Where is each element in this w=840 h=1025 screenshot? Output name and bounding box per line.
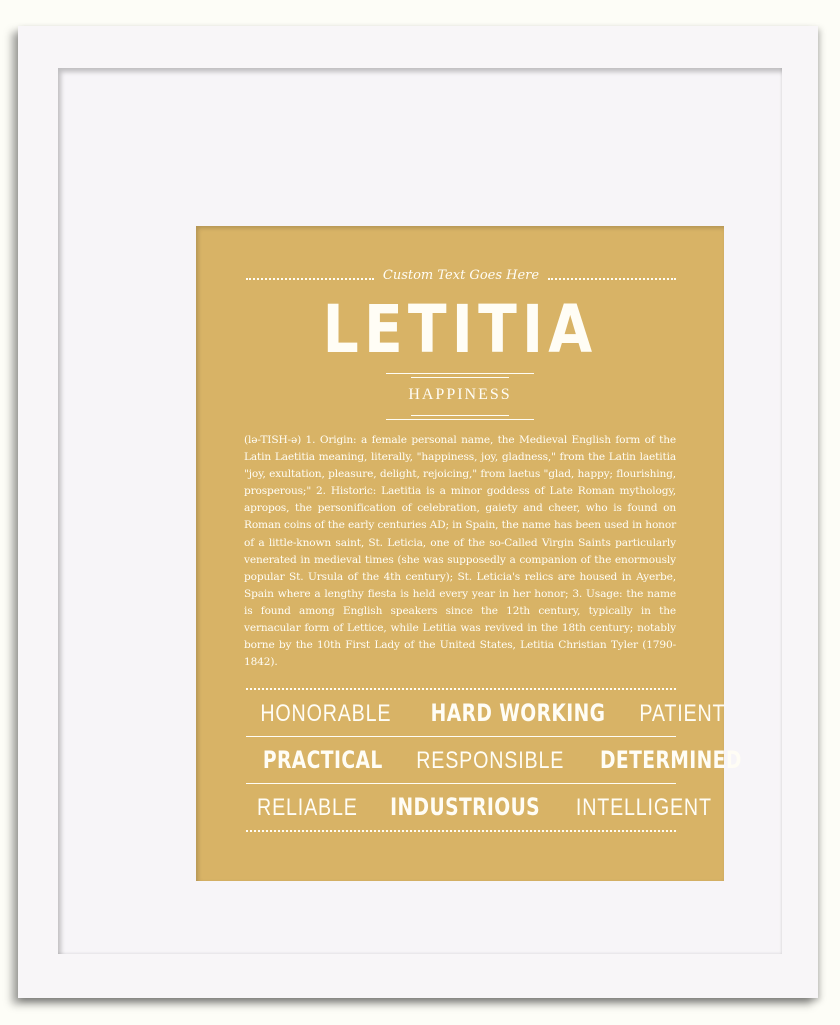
- traits-row-2: [246, 737, 742, 784]
- traits-row-3: [246, 784, 712, 830]
- trait: RELIABLE: [257, 794, 358, 821]
- trait: DETERMINED: [599, 746, 742, 774]
- name-definition: (lə-TISH-ə) 1. Origin: a female personal name, the Medieval English form of the Latin Laetitia meaning, literally, "happiness, joy, gladness," from the Latin laetitia "joy, exultation, pleasure, delight, rejoicing," from laetus "glad, happy; flourishing, prosperous;" 2. Historic: Laetitia is a minor goddess of Late Roman mythology, apropos, the personification of celebration, gaiety and cheer, who is found on Roman coins of the early centuries AD; in Spain, the name has been used in honor of a little-known saint, St. Leticia, one of the so-Called Virgin Saints particularly venerated in medieval times (she was supposedly a companion of the enormously popular St. Ursula of the 4th century); St. Leticia's relics are housed in Ayerbe, Spain where a lengthy fiesta is held every year in her honor; 3. Usage: the name is found among English speakers since the 12th century, typically in the vernacular form of Lettice, while Letitia was revived in the 18th century; notably borne by the 10th First Lady of the United States, Letitia Christian Tyler (1790-1842).: [244, 434, 676, 669]
- picture-frame: [18, 26, 818, 998]
- name-title: LETITIA: [322, 291, 598, 368]
- dotted-divider-right: [548, 278, 676, 280]
- name-art-print: [196, 226, 742, 881]
- rule-below-meaning-1: [411, 415, 509, 416]
- rule-above-meaning-2: [411, 377, 509, 378]
- traits-row-1: [246, 690, 726, 737]
- custom-text: Custom Text Goes Here: [382, 268, 540, 283]
- trait: RESPONSIBLE: [415, 747, 564, 774]
- trait: HONORABLE: [260, 700, 392, 727]
- rule-below-meaning-2: [386, 419, 534, 420]
- mat-board: [58, 68, 782, 954]
- trait: PRACTICAL: [262, 746, 383, 774]
- trait: PATIENT: [639, 700, 726, 727]
- dotted-divider-left: [246, 278, 374, 280]
- trait: INDUSTRIOUS: [389, 793, 540, 821]
- traits-block: [246, 688, 742, 832]
- trait: INTELLIGENT: [575, 794, 712, 821]
- custom-text-row: [246, 268, 676, 288]
- name-meaning: HAPPINESS: [408, 386, 512, 403]
- rule-above-meaning-1: [386, 373, 534, 374]
- trait: HARD WORKING: [430, 699, 606, 727]
